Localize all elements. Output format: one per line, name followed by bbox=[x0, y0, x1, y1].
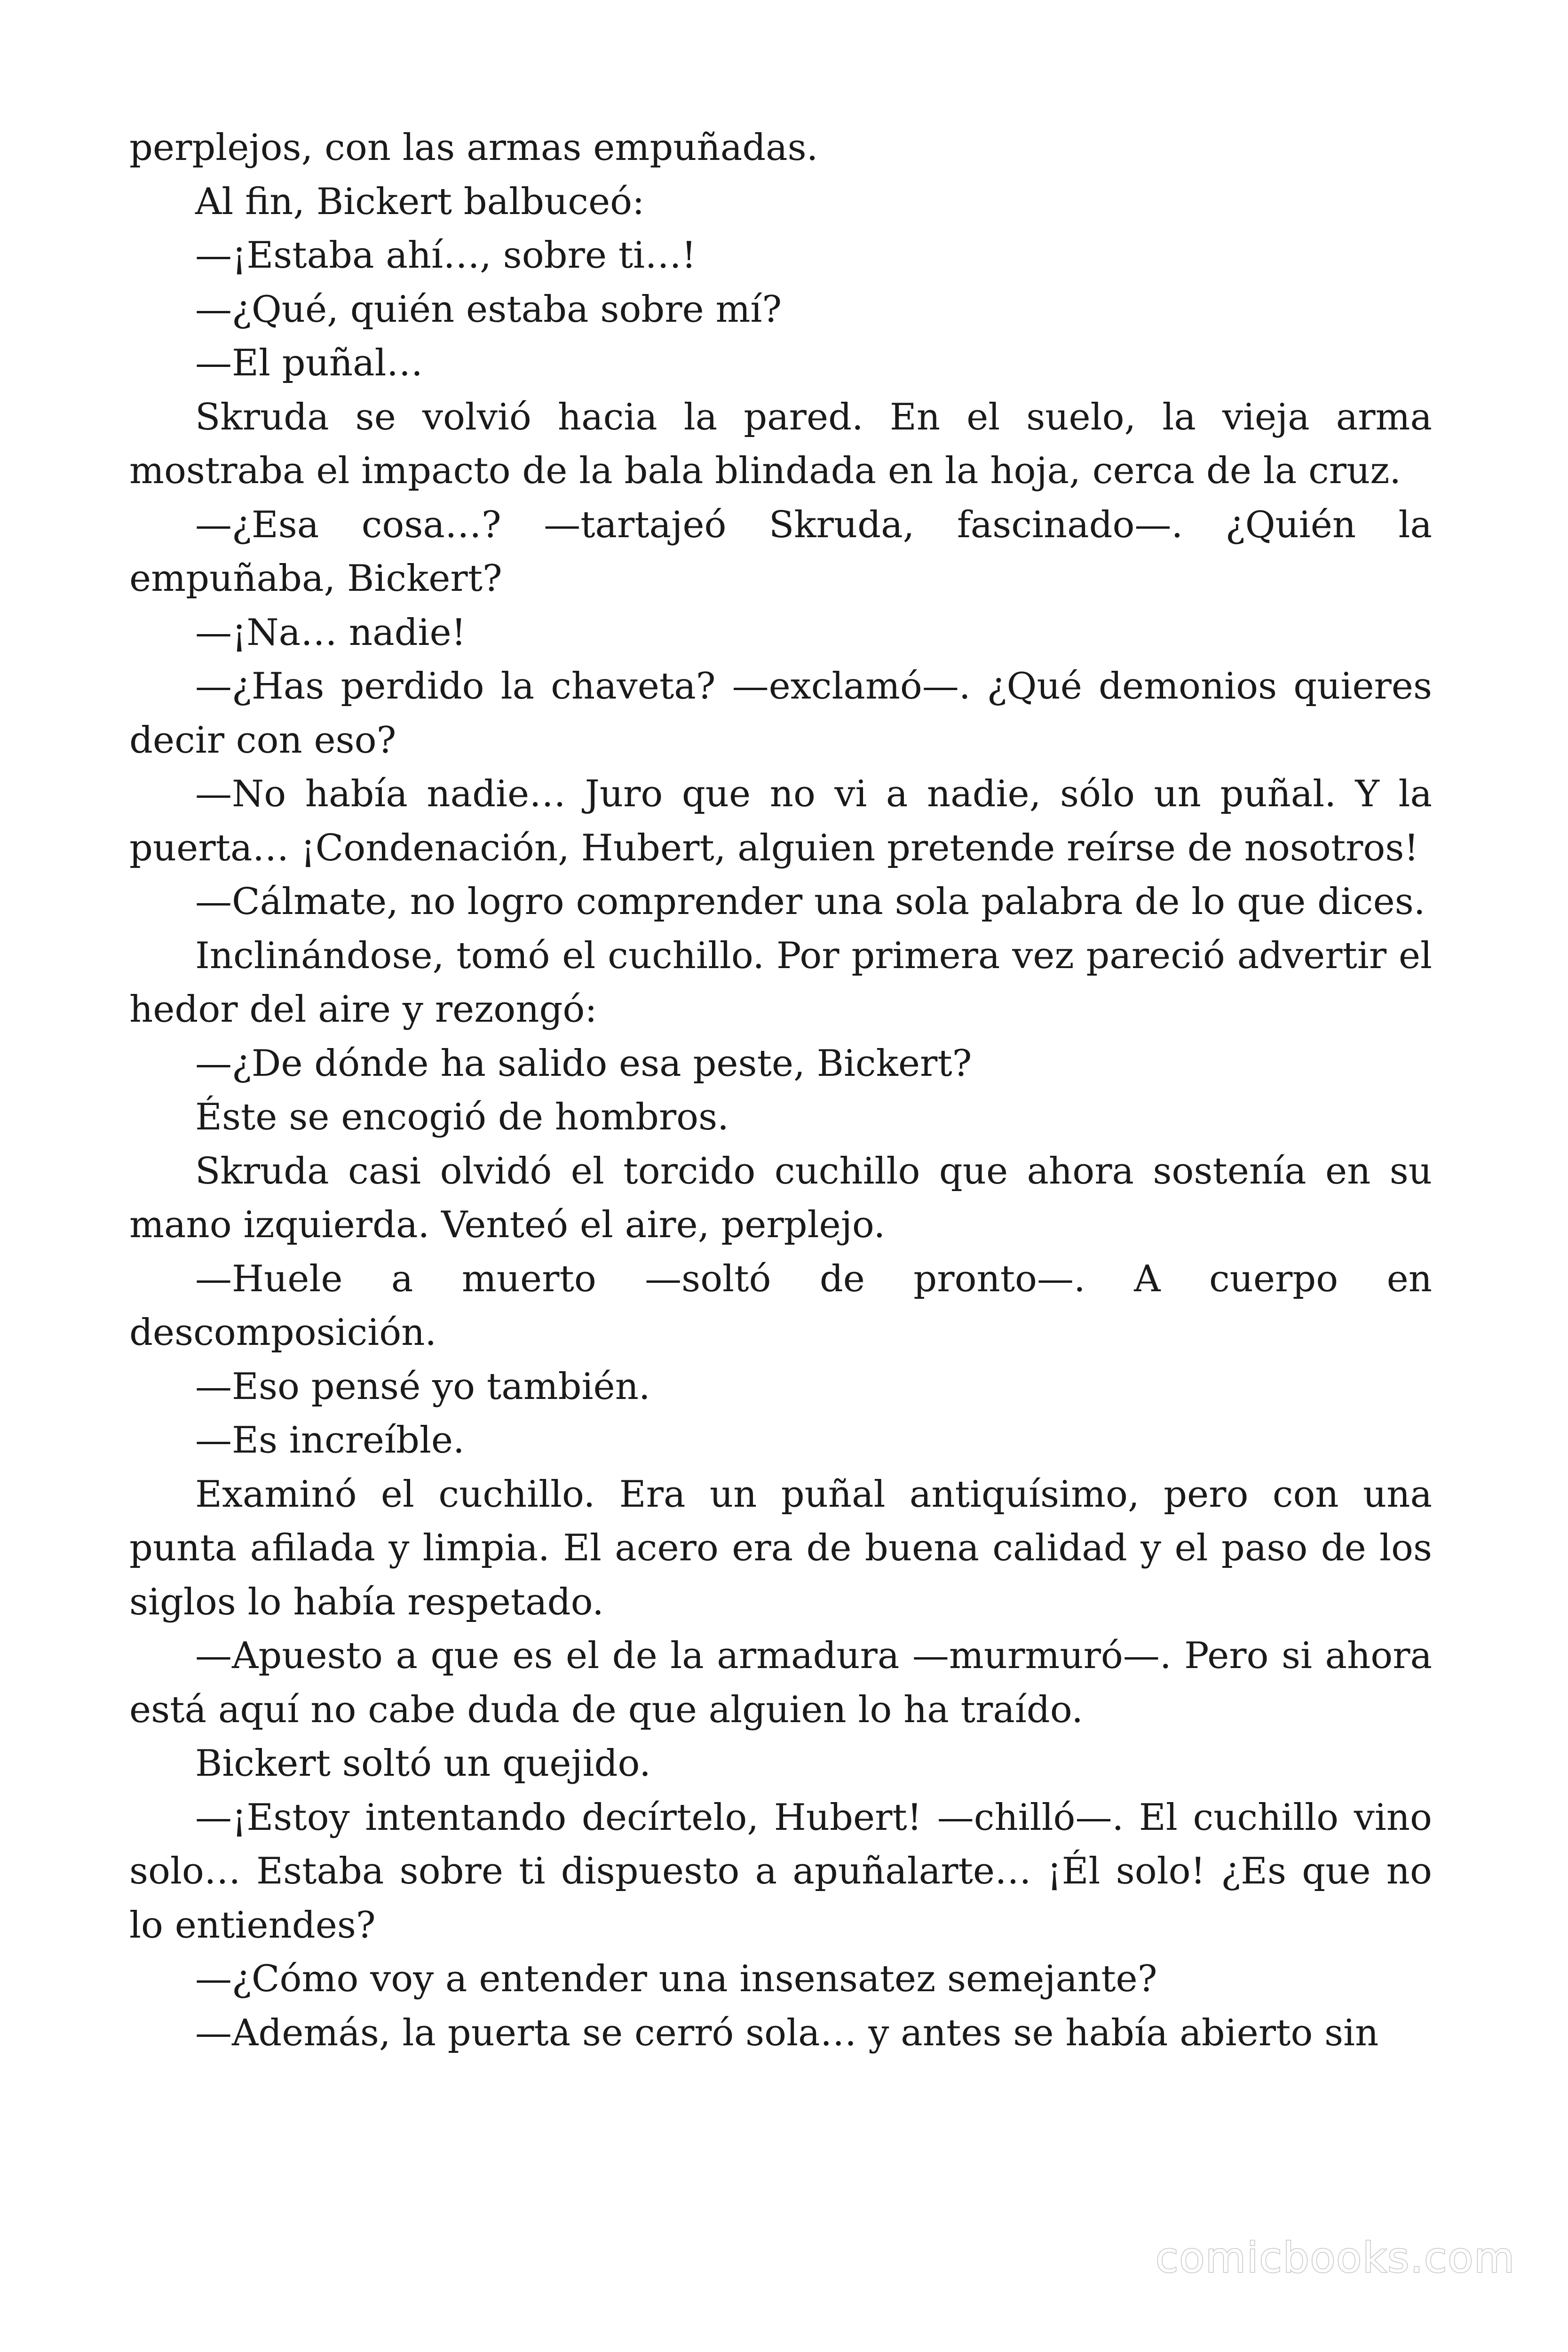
paragraph: —¿Has perdido la chaveta? —exclamó—. ¿Qué demonios quieres decir con eso? bbox=[129, 665, 1432, 762]
watermark: comicbooks.com bbox=[1155, 2233, 1515, 2282]
body-text bbox=[129, 121, 1432, 2060]
paragraph: Bickert soltó un quejido. bbox=[195, 1742, 651, 1785]
paragraph: Skruda casi olvidó el torcido cuchillo que ahora sostenía en su mano izquierda. Venteó el aire, perplejo. bbox=[129, 1150, 1432, 1246]
paragraph: Al fin, Bickert balbuceó: bbox=[195, 180, 645, 223]
paragraph: —¡Estoy intentando decírtelo, Hubert! —chilló—. El cuchillo vino solo… Estaba sobre ti dispuesto a apuñalarte… ¡Él solo! ¿Es que no lo entiendes? bbox=[129, 1796, 1432, 1947]
paragraph: —¿Qué, quién estaba sobre mí? bbox=[195, 288, 782, 331]
paragraph: Éste se encogió de hombros. bbox=[195, 1096, 729, 1138]
paragraph: Skruda se volvió hacia la pared. En el suelo, la vieja arma mostraba el impacto de la bala blindada en la hoja, cerca de la cruz. bbox=[129, 396, 1432, 492]
paragraph: —Eso pensé yo también. bbox=[195, 1365, 650, 1408]
paragraph: —¡Estaba ahí…, sobre ti…! bbox=[195, 234, 697, 277]
paragraph: —¿Esa cosa…? —tartajeó Skruda, fascinado—. ¿Quién la empuñaba, Bickert? bbox=[129, 503, 1432, 600]
paragraph: —¿Cómo voy a entender una insensatez semejante? bbox=[195, 1958, 1157, 2000]
paragraph: —El puñal… bbox=[195, 342, 423, 384]
paragraph: —Huele a muerto —soltó de pronto—. A cuerpo en descomposición. bbox=[129, 1257, 1432, 1354]
paragraph: —Además, la puerta se cerró sola… y antes se había abierto sin bbox=[195, 2011, 1379, 2054]
paragraph: —Apuesto a que es el de la armadura —murmuró—. Pero si ahora está aquí no cabe duda de que alguien lo ha traído. bbox=[129, 1635, 1432, 1731]
paragraph: perplejos, con las armas empuñadas. bbox=[129, 127, 818, 169]
paragraph: —Es increíble. bbox=[195, 1419, 465, 1462]
paragraph: —¡Na… nadie! bbox=[195, 611, 467, 654]
paragraph: Examinó el cuchillo. Era un puñal antiquísimo, pero con una punta afilada y limpia. El acero era de buena calidad y el paso de los siglos lo había respetado. bbox=[129, 1473, 1432, 1623]
paragraph: —Cálmate, no logro comprender una sola palabra de lo que dices. bbox=[195, 881, 1425, 923]
paragraph: —No había nadie… Juro que no vi a nadie, sólo un puñal. Y la puerta… ¡Condenación, Hubert, alguien pretende reírse de nosotros! bbox=[129, 773, 1432, 869]
paragraph: Inclinándose, tomó el cuchillo. Por primera vez pareció advertir el hedor del aire y rezongó: bbox=[129, 934, 1432, 1031]
paragraph: —¿De dónde ha salido esa peste, Bickert? bbox=[195, 1042, 972, 1085]
